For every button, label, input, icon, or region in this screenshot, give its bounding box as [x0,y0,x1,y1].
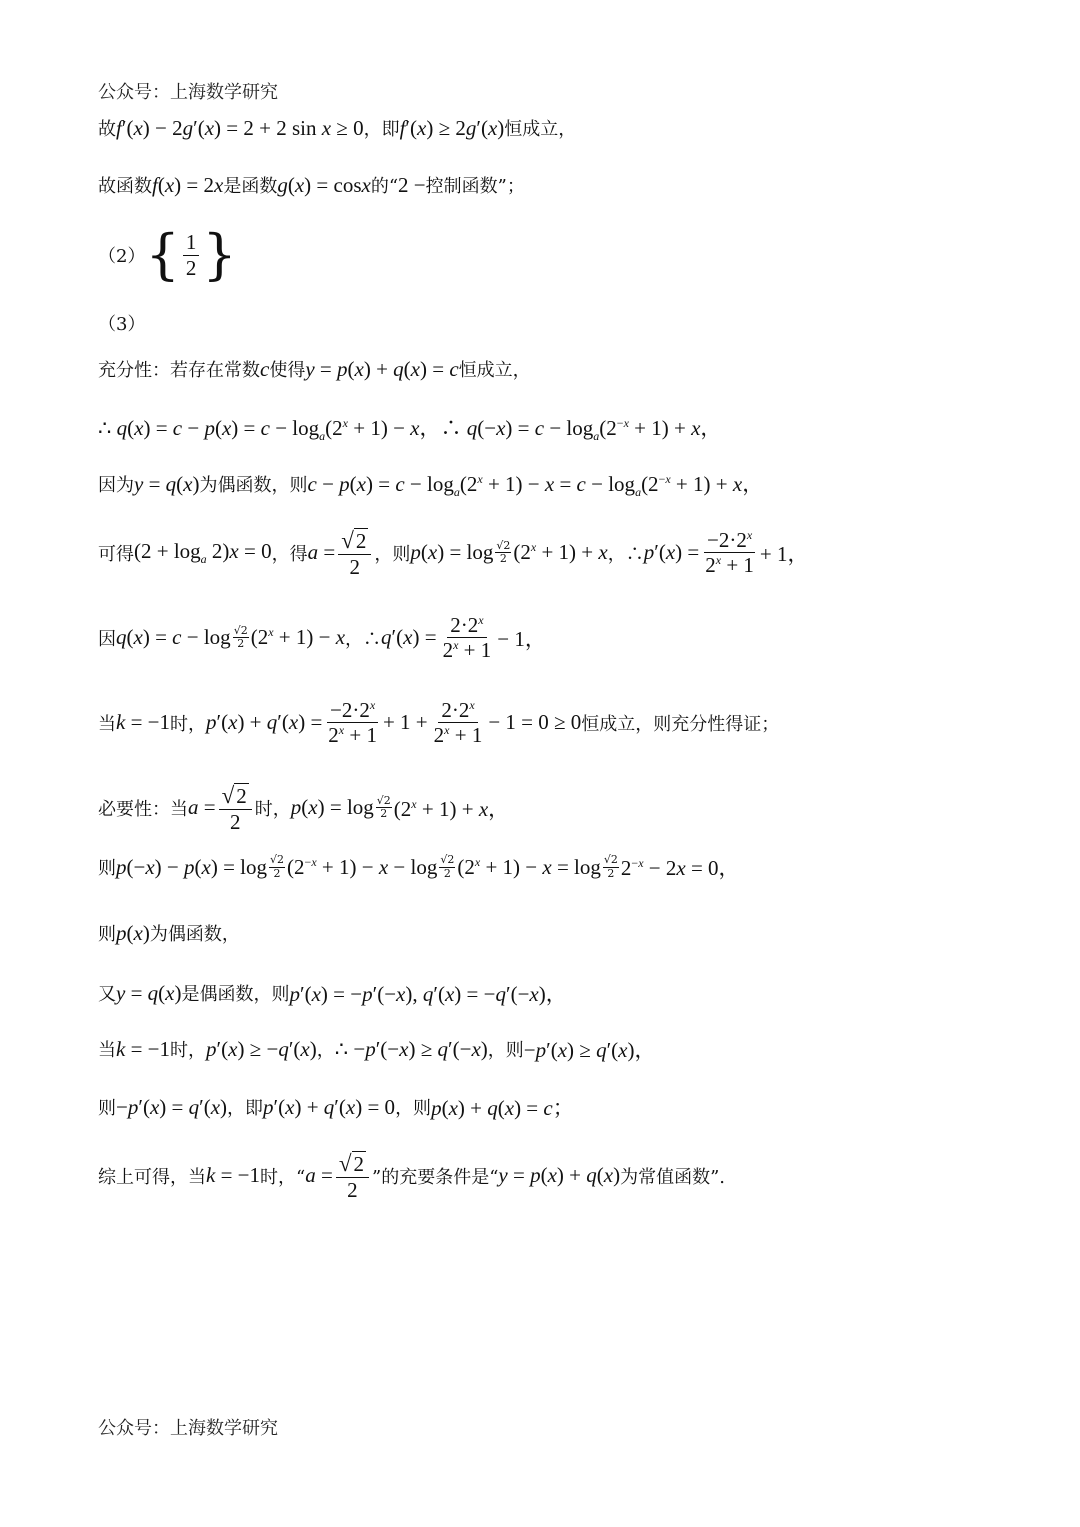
text: ，则 [374,543,411,565]
line-11 [98,782,509,834]
fraction: $\frac{-2\cdot 2^x}{2^x + 1}$ [705,528,754,578]
formula: p(−x) − p(x) = log [116,854,268,879]
fraction: $\frac{2\cdot 2^x}{2^x + 1}$ [433,698,483,748]
line-14 [98,978,567,1008]
formula: $(2^x + 1) - x = \log$ [457,854,601,879]
watermark-top: 公众号：上海数学研究 [98,82,278,103]
line-17 [98,1150,725,1202]
text: 为偶函数， [149,924,240,945]
text: 充分性：若存在常数 [98,360,260,381]
log-base: √2 2 [376,794,391,821]
formula: + 1， [759,541,809,566]
text: 当 [98,1040,116,1061]
text: 则 [98,1098,116,1119]
formula: 2 − [398,172,426,197]
text: ”的充要条件是“ [372,1166,499,1188]
formula: f(x) = 2x [152,172,224,197]
text: 必要性：当 [98,798,188,820]
text: 当 [98,713,116,735]
formula: + 1 + [382,710,428,735]
text: 控制函数”； [425,176,525,197]
fraction: $\frac{-2\cdot 2^x}{2^x + 1}$ [328,698,377,748]
formula: p′(x) ≥ −q′(x) [206,1036,317,1061]
log-base: √2 2 [496,539,511,566]
text: 的“ [370,176,399,197]
formula: y = p(x) + q(x) = c [305,356,459,381]
formula: y = q(x) [116,980,182,1005]
formula: f′(x) − 2g′(x) = 2 + 2 sin x ≥ 0 [116,115,364,140]
text: ，∴ [607,543,644,565]
text: 可得 [98,543,134,565]
formula: −p′(x) ≥ q′(x)， [523,1038,656,1062]
text: 恒成立， [458,360,531,381]
fraction: √ 2 2 [338,527,371,579]
text: 时，“ [260,1166,306,1188]
formula: $(2^x + 1) + x$ [513,540,608,565]
line-10 [98,698,779,747]
formula: p′(x) + q′(x) = 0 [263,1094,396,1119]
formula: c [260,356,270,381]
text: 综上可得，当 [98,1166,206,1188]
line-2 [98,172,525,198]
text: 为偶函数，则 [199,475,308,497]
line-16 [98,1092,574,1122]
fraction: $\frac{1}{2}$ [183,230,200,279]
formula: k = −1 [206,1163,261,1188]
formula: −p′(x) = q′(x) [116,1094,228,1119]
formula: a = [305,1163,333,1188]
text: 则 [98,858,116,879]
text: ，得 [271,543,308,565]
text: 是偶函数，则 [181,984,290,1005]
formula: a = [307,540,336,565]
formula: ∴ $q(x) = c - p(x) = c - \log_a(2^x + 1) - x$，∴ $q(-x) = c - \log_a(2^{-x} + 1) + x$， [98,416,722,444]
formula: k = −1 [116,710,171,735]
formula: y = q(x) [134,471,200,496]
formula: p′(x) = [643,540,700,565]
line-5 [98,356,531,382]
formula: $(2^x + 1) + x$， [393,796,510,821]
text: 是函数 [223,176,278,197]
formula: q(x) = c − log [116,625,231,650]
line-6 [98,412,721,444]
part-label: （3） [98,314,146,335]
text: 则 [98,924,116,945]
brace: { [145,223,180,286]
text: 恒成立， [504,119,577,140]
line-7 [98,468,763,500]
log-base: √2 2 [603,853,618,880]
text: 又 [98,984,116,1005]
formula: p(x) = log [290,795,374,820]
formula: − 1， [497,626,546,651]
formula: p(x) [116,920,150,945]
text: 因为 [98,475,134,497]
formula: p′(x) + q′(x) = [206,710,323,735]
formula: f′(x) ≥ 2g′(x) [399,115,505,140]
text: ，则 [395,1098,432,1119]
text: 因 [98,628,116,650]
formula: $(2^x + 1) - x$ [250,625,346,650]
text: 使得 [269,360,306,381]
fraction: √ 2 2 [336,1150,369,1202]
fraction: √ 2 2 [219,782,252,834]
text: ， [316,1040,335,1061]
line-8 [98,527,809,579]
log-base: √2 2 [270,853,285,880]
formula: y = p(x) + q(x) [498,1163,621,1188]
text: 为常值函数”. [620,1166,726,1188]
formula: q′(x) = [381,625,437,650]
line-9 [98,613,546,662]
formula: $(2 + \log_a 2)x = 0$ [134,538,272,566]
formula: p′(x) = −p′(−x), q′(x) = −q′(−x)， [289,982,567,1006]
text: ，即 [227,1098,264,1119]
text: 时， [170,713,207,735]
line-15 [98,1034,655,1064]
formula: − 1 = 0 ≥ 0 [488,710,582,735]
text: 故 [98,119,116,140]
brace: } [202,223,237,286]
line-1 [98,115,576,141]
text: ，∴ [345,628,382,650]
fraction: $\frac{2\cdot 2^x}{2^x + 1}$ [442,613,492,663]
log-base: √2 2 [233,624,248,651]
formula: ∴ −p′(−x) ≥ q′(−x) [334,1036,488,1061]
formula: g(x) = cosx [277,172,371,197]
log-base: √2 2 [440,853,455,880]
formula: p(x) + q(x) = c； [431,1096,574,1120]
formula: $2^{-x} - 2x = 0$， [620,856,740,880]
formula: p(x) = log [410,540,494,565]
formula: k = −1 [116,1036,171,1061]
watermark-bottom: 公众号：上海数学研究 [98,1418,278,1439]
text: ，即 [363,119,400,140]
formula: a = [188,795,216,820]
part-label: （2） [98,246,146,267]
line-3 [98,223,237,286]
line-4 [98,310,145,336]
formula: $(2^{-x} + 1) - x - \log$ [287,854,438,879]
text: ，则 [487,1040,524,1061]
line-12 [98,852,740,882]
text: 时， [254,798,291,820]
formula: $c - p(x) = c - \log_a(2^x + 1) - x = c - \log_a(2^{-x} + 1) + x$， [307,472,764,500]
text: 故函数 [98,176,152,197]
text: 恒成立，则充分性得证； [581,713,780,735]
text: 时， [170,1040,207,1061]
line-13 [98,920,240,946]
